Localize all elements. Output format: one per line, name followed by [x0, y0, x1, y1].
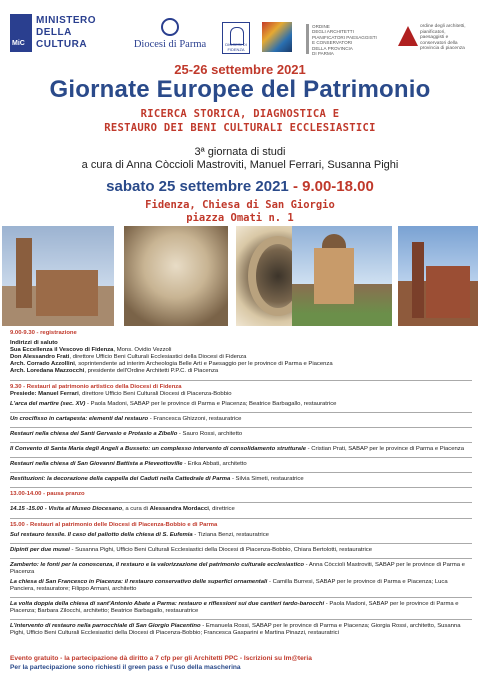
talk-title: Un crocifisso in cartapesta: elementi dal restauro [10, 415, 149, 422]
talk-speakers: - Sauro Rossi, architetto [177, 430, 243, 437]
talk-speakers: - Susanna Pighi, Ufficio Beni Culturali Ecclesiastici della Diocesi di Piacenza-Bobbio, Chiara Bertolotti, restauratrice [69, 546, 372, 553]
giornata-label: 3ª giornata di studi [194, 146, 286, 158]
event-time: 9.00-18.00 [302, 178, 374, 195]
mic-line1: MINISTERO [36, 15, 97, 26]
ordine-line: DELLA PROVINCIA [312, 45, 353, 51]
chair-name: Presiede: Manuel Ferrari [10, 390, 79, 397]
divider [10, 457, 472, 458]
venue-line1: Fidenza, Chiesa di San Giorgio [145, 199, 335, 211]
talk-speakers: - Anna Còccioli Mastroviti, SABAP per le province di Parma e Piacenza [10, 561, 465, 575]
session1-heading: 9.30 - Restauri al patrimonio artistico della Diocesi di Fidenza [10, 383, 182, 390]
session1-chair [10, 391, 472, 398]
ordine-parma-logo [306, 24, 394, 58]
footer [10, 654, 472, 672]
divider [10, 442, 472, 443]
talk-speakers: - Emanuela Rossi, SABAP per le province di Parma e Piacenza; Giorgia Rossi, architetto, Susanna Pighi, Ufficio Beni Culturali Ecclesiastici della Diocesi di Piacenza-Bobbio; Francesca Gasparini e Martina Pinazzi, restauratrici [10, 623, 461, 637]
talk-title: Zamberto: le fonti per la conoscenza, il restauro e la valorizzazione del patrimonio culturale ecclesiastico [10, 561, 304, 568]
divider [10, 380, 472, 381]
talk-title: L'intervento di restauro nella parrocchiale di San Giorgio Piacentino [10, 623, 201, 630]
mic-line3: CULTURA [36, 39, 88, 50]
greeting-role: , direttore Ufficio Beni Culturali Ecclesiastici della Diocesi di Fidenza [69, 354, 247, 361]
greeting-name: Sua Eccellenza il Vescovo di Fidenza [10, 347, 114, 354]
divider [10, 427, 472, 428]
talk-item [10, 461, 472, 468]
greeting-item [10, 368, 472, 375]
aap-line: pianificatori, [420, 29, 446, 35]
chair-role: , direttore Ufficio Beni Culturali Diocesi di Piacenza-Bobbio [78, 390, 232, 397]
greetings-heading: Indirizzi di saluto [10, 340, 58, 347]
museum-visit-by: , a cura di [122, 506, 150, 513]
diocesi-parma-label: Diocesi di Parma [133, 39, 207, 50]
greeting-name: Don Alessandro Frati [10, 354, 70, 361]
footer-requirements: Per la partecipazione sono richiesti il green pass e l'uso della mascherina [10, 664, 241, 671]
talk-speakers: - Paola Madoni, SABAP per le province di Parma e Piacenza; Barbara Zilocchi, architetto; Beatrice Barbagallo, restauratrice [10, 601, 459, 615]
aap-line: ordine degli architetti, [420, 24, 466, 29]
talk-item [10, 446, 472, 453]
talk-item [10, 562, 472, 576]
datetime-separator: - [292, 178, 298, 195]
diocesi-fidenza-logo [222, 22, 250, 54]
ordine-piacenza-logo [398, 24, 478, 58]
ordine-line: DI PARMA [312, 51, 334, 57]
talk-title: Il Convento di Santa Maria degli Angeli a Busseto: un complesso intervento di consolidamento strutturale [10, 446, 306, 453]
lunch-break: 13.00-14.00 - pausa pranzo [10, 491, 85, 498]
greeting-name: Arch. Corrado Azzollini [10, 361, 75, 368]
divider [10, 502, 472, 503]
divider [10, 412, 472, 413]
talk-speakers: - Francesca Ghizzoni, restauratrice [148, 415, 242, 422]
ordine-parma-text [312, 24, 377, 56]
diocesi-emblem-icon [161, 18, 179, 36]
divider [10, 619, 472, 620]
talk-item [10, 416, 472, 423]
talk-speakers: - Tiziana Benzi, restauratrice [192, 531, 269, 538]
church-photo-1 [2, 226, 114, 326]
event-dates: 25-26 settembre 2021 [174, 62, 306, 77]
divider [10, 558, 472, 559]
photo-strip [0, 226, 480, 326]
greeting-role: , Mons. Ovidio Vezzoli [113, 347, 172, 354]
talk-item [10, 532, 472, 539]
subtitle-line1: RICERCA STORICA, DIAGNOSTICA E [140, 108, 340, 120]
talk-title: La chiesa di San Francesco in Piacenza: il restauro conservativo delle superfici ornamentali [10, 578, 268, 585]
divider [10, 472, 472, 473]
fidenza-label: DIOCESI DI FIDENZA [225, 42, 247, 52]
divider [10, 487, 472, 488]
talk-speakers: - Paola Madoni, SABAP per le province di Parma e Piacenza; Beatrice Barbagallo, restauratrice [85, 400, 337, 407]
museum-guide-name: Alessandra Mordacci [149, 506, 209, 513]
talk-speakers: - Cristian Prati, SABAP per le province di Parma e Piacenza [306, 446, 465, 453]
logo-bar [0, 6, 480, 57]
ordine-line: DEGLI ARCHITETTI [312, 29, 354, 35]
curators: a cura di Anna Còccioli Mastroviti, Manuel Ferrari, Susanna Pighi [81, 159, 399, 171]
talk-title: Restituzioni: la decorazione della cappella dei Caduti nella Cattedrale di Parma [10, 476, 231, 483]
footer-registration: Evento gratuito - la partecipazione dà diritto a 7 cfp per gli Architetti PPC - Iscrizioni su Im@teria [10, 655, 312, 662]
ordine-line: ORDINE [312, 24, 330, 29]
talk-speakers: - Silvia Simeti, restauratrice [230, 476, 304, 483]
divider [10, 518, 472, 519]
talk-item [10, 547, 472, 554]
mic-badge: MiC [12, 40, 25, 47]
colorful-emblem-logo [262, 22, 292, 52]
aap-line: conservatori della [420, 40, 458, 46]
talk-item [10, 601, 472, 615]
greeting-item [10, 354, 472, 361]
talk-item [10, 431, 472, 438]
diocesi-parma-logo [128, 18, 212, 54]
program [10, 330, 472, 638]
venue-line2: piazza Omati n. 1 [186, 212, 294, 224]
museum-guide-role: , direttrice [208, 506, 235, 513]
event-datetime [0, 178, 480, 195]
talk-title: La volta doppia della chiesa di sant'Antonio Abate a Parma: restauro e riflessioni sui due cantieri tardo-barocchi [10, 601, 325, 608]
talk-title: Restauri nella chiesa dei Santi Gervasio e Protasio a Zibello [10, 430, 178, 437]
divider [10, 597, 472, 598]
church-photo-3 [398, 226, 478, 326]
greeting-name: Arch. Loredana Mazzocchi [10, 368, 85, 375]
talk-item [10, 623, 472, 637]
talk-speakers: - Camilla Burresi, SABAP per le province di Parma e Piacenza; Luca Panciera, restauratore; Filippo Armani, architetto [10, 578, 448, 593]
ordine-line: E CONSERVATORI [312, 40, 353, 46]
ordine-line: PIANIFICATORI PAESAGGISTI [312, 34, 377, 40]
museum-visit-title: 14.15 -15.00 - Visita al Museo Diocesano [10, 506, 123, 513]
museum-visit [10, 506, 472, 513]
registration-slot: 9.00-9.30 - registrazione [10, 330, 77, 336]
aap-line: paesaggisti e [420, 35, 449, 41]
greeting-item [10, 347, 472, 354]
mic-line2: DELLA [36, 27, 72, 38]
church-photo-2 [292, 226, 392, 326]
divider [10, 543, 472, 544]
dome-interior-photo [124, 226, 228, 326]
talk-title: Restauri nella chiesa di San Giovanni Battista a Pieveottoville [10, 461, 183, 468]
page-title: Giornate Europee del Patrimonio [49, 76, 431, 103]
ordine-bar-icon [306, 24, 309, 54]
event-date: sabato 25 settembre 2021 [106, 178, 289, 195]
mic-logo [10, 14, 118, 52]
talk-item [10, 401, 472, 408]
talk-title: Sul restauro tessile. Il caso del paliotto della chiesa di S. Eufemia [10, 531, 193, 538]
session2-heading: 15.00 - Restauri al patrimonio delle Diocesi di Piacenza-Bobbio e di Parma [10, 521, 218, 528]
talk-item [10, 579, 472, 593]
talk-speakers: - Erika Abbati, architetto [182, 461, 247, 468]
greeting-role: , presidente dell'Ordine Architetti P.P.C. di Piacenza [84, 368, 219, 375]
triangle-icon [398, 26, 418, 46]
ordine-piacenza-text [420, 24, 466, 52]
aap-line: provincia di piacenza [420, 46, 465, 52]
greeting-role: , soprintendente ad interim Archeologia Belle Arti e Paesaggio per le province di Parma e Piacenza [74, 361, 333, 368]
talk-title: Dipinti per due musei [10, 546, 70, 553]
talk-title: L'arca del martire (sec. XV) [10, 400, 86, 407]
talk-item [10, 476, 472, 483]
greeting-item [10, 361, 472, 368]
subtitle-line2: RESTAURO DEI BENI CULTURALI ECCLESIASTICI [104, 122, 376, 134]
